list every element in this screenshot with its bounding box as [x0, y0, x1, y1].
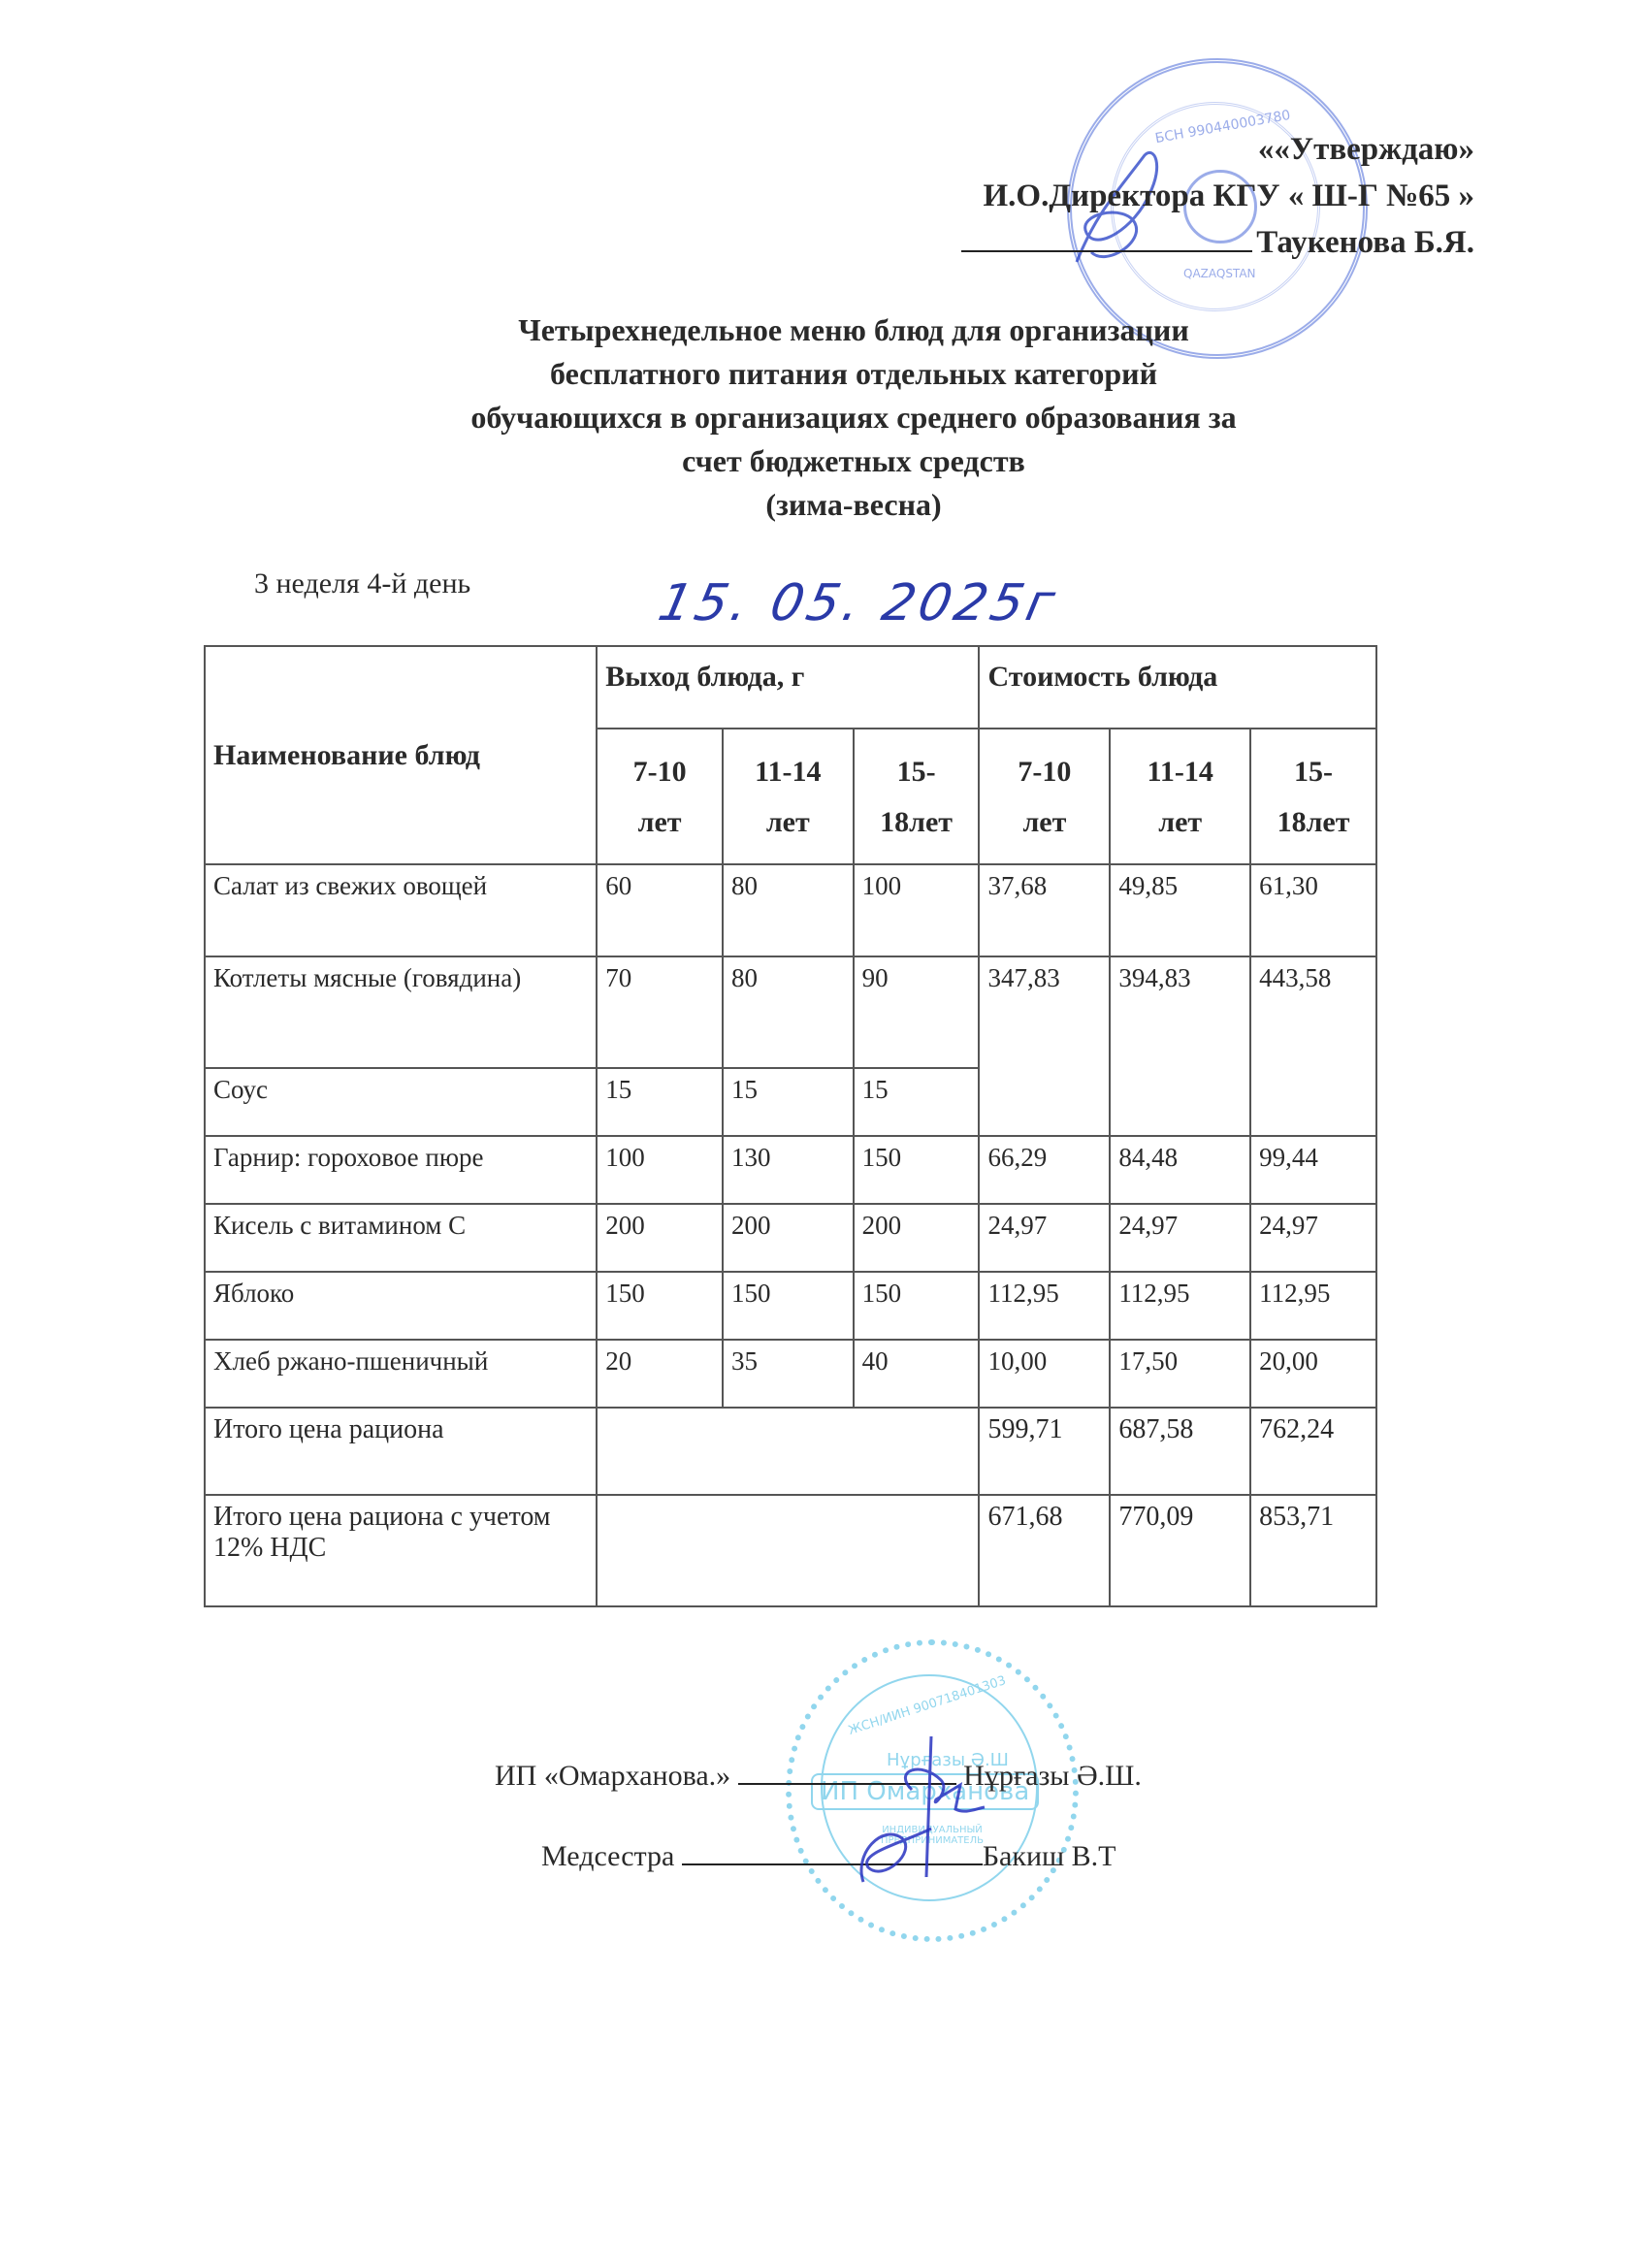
- header-yield-age-7-10: 7-10 лет: [597, 729, 723, 864]
- approval-title: ««Утверждаю»: [1257, 132, 1474, 167]
- cost-11-14: 84,48: [1110, 1136, 1250, 1204]
- cost-15-18: 24,97: [1250, 1204, 1376, 1272]
- header-yield: Выход блюда, г: [597, 646, 979, 729]
- yield-11-14: 80: [723, 956, 854, 1068]
- yield-15-18: 150: [854, 1136, 980, 1204]
- approval-signature-line: [961, 221, 1252, 252]
- yield-7-10: 100: [597, 1136, 723, 1204]
- cost-15-18: 112,95: [1250, 1272, 1376, 1340]
- title-line: счет бюджетных средств: [682, 443, 1025, 478]
- document-title: [369, 308, 1339, 527]
- table-header-row: [205, 646, 1376, 729]
- header-dish-name: Наименование блюд: [205, 646, 597, 864]
- yield-11-14: 130: [723, 1136, 854, 1204]
- nurse-label: Медсестра: [541, 1840, 675, 1872]
- cost-15-18: 99,44: [1250, 1136, 1376, 1204]
- dish-name: Салат из свежих овощей: [205, 864, 597, 956]
- nurse-signature-row: [541, 1836, 1116, 1873]
- week-day-label: 3 неделя 4-й день: [254, 567, 471, 599]
- supplier-stamp-center: ИП Омарханова: [811, 1773, 1039, 1810]
- total-row: [205, 1408, 1376, 1495]
- total-vat-cost-7-10: 671,68: [979, 1495, 1110, 1606]
- cost-7-10: 66,29: [979, 1136, 1110, 1204]
- cost-11-14: 49,85: [1110, 864, 1250, 956]
- yield-15-18: 15: [854, 1068, 980, 1136]
- header-cost-age-15-18: 15- 18лет: [1250, 729, 1376, 864]
- table-row: [205, 864, 1376, 956]
- cost-11-14: 17,50: [1110, 1340, 1250, 1408]
- nurse-signature-line: [682, 1836, 983, 1865]
- table-row: [205, 1136, 1376, 1204]
- nurse-name: Бакиш В.Т: [982, 1840, 1116, 1872]
- total-vat-label: Итого цена рациона с учетом 12% НДС: [205, 1495, 597, 1606]
- school-stamp-emblem-text: QAZAQSTAN: [1183, 267, 1256, 280]
- supplier-signature-row: [495, 1756, 1142, 1793]
- yield-11-14: 200: [723, 1204, 854, 1272]
- table-row: [205, 1272, 1376, 1340]
- supplier-label: ИП «Омарханова.»: [495, 1760, 731, 1792]
- cost-7-10: 112,95: [979, 1272, 1110, 1340]
- total-empty-cell: [597, 1408, 979, 1495]
- title-line: бесплатного питания отдельных категорий: [549, 356, 1157, 391]
- yield-15-18: 150: [854, 1272, 980, 1340]
- supplier-signature-line: [738, 1756, 956, 1785]
- yield-11-14: 35: [723, 1340, 854, 1408]
- total-cost-15-18: 762,24: [1250, 1408, 1376, 1495]
- dish-name: Яблоко: [205, 1272, 597, 1340]
- dish-name: Соус: [205, 1068, 597, 1136]
- total-cost-11-14: 687,58: [1110, 1408, 1250, 1495]
- cost-11-14: 112,95: [1110, 1272, 1250, 1340]
- total-vat-row: [205, 1495, 1376, 1606]
- table-row: [205, 1204, 1376, 1272]
- total-vat-cost-15-18: 853,71: [1250, 1495, 1376, 1606]
- supplier-stamp-subtitle: ИНДИВИДУАЛЬНЫЙ ПРЕДПРИНИМАТЕЛЬ: [881, 1825, 984, 1846]
- table-row: [205, 956, 1376, 1068]
- title-season: (зима-весна): [765, 487, 942, 522]
- header-cost-age-11-14: 11-14 лет: [1110, 729, 1250, 864]
- dish-name: Гарнир: гороховое пюре: [205, 1136, 597, 1204]
- cost-15-18: 61,30: [1250, 864, 1376, 956]
- yield-7-10: 70: [597, 956, 723, 1068]
- header-yield-age-11-14: 11-14 лет: [723, 729, 854, 864]
- header-yield-age-15-18: 15- 18лет: [854, 729, 980, 864]
- header-cost: Стоимость блюда: [979, 646, 1376, 729]
- yield-7-10: 20: [597, 1340, 723, 1408]
- supplier-stamp-iin: ЖСН/ИИН 900718401303: [846, 1673, 1009, 1738]
- header-cost-age-7-10: 7-10 лет: [979, 729, 1110, 864]
- yield-15-18: 100: [854, 864, 980, 956]
- yield-11-14: 80: [723, 864, 854, 956]
- yield-7-10: 150: [597, 1272, 723, 1340]
- yield-15-18: 90: [854, 956, 980, 1068]
- cost-11-14: 394,83: [1110, 956, 1250, 1136]
- total-vat-empty-cell: [597, 1495, 979, 1606]
- yield-15-18: 40: [854, 1340, 980, 1408]
- cost-7-10: 10,00: [979, 1340, 1110, 1408]
- supplier-name: Нұрғазы Ә.Ш.: [963, 1760, 1142, 1792]
- approval-signature-row: [961, 219, 1474, 266]
- title-line: Четырехнедельное меню блюд для организации: [518, 312, 1189, 347]
- yield-11-14: 150: [723, 1272, 854, 1340]
- yield-7-10: 60: [597, 864, 723, 956]
- yield-7-10: 200: [597, 1204, 723, 1272]
- total-vat-cost-11-14: 770,09: [1110, 1495, 1250, 1606]
- table-row: [205, 1340, 1376, 1408]
- total-label: Итого цена рациона: [205, 1408, 597, 1495]
- dish-name: Кисель с витамином С: [205, 1204, 597, 1272]
- title-line: обучающихся в организациях среднего образования за: [470, 400, 1237, 435]
- cost-11-14: 24,97: [1110, 1204, 1250, 1272]
- dish-name: Котлеты мясные (говядина): [205, 956, 597, 1068]
- approval-signer-name: Таукенова Б.Я.: [1256, 225, 1474, 260]
- cost-15-18: 443,58: [1250, 956, 1376, 1136]
- cost-7-10: 37,68: [979, 864, 1110, 956]
- school-stamp-bin: БСН 990440003780: [1153, 107, 1292, 147]
- cost-7-10: 24,97: [979, 1204, 1110, 1272]
- yield-7-10: 15: [597, 1068, 723, 1136]
- supplier-stamp-name: Нұрғазы Ә.Ш: [887, 1750, 1009, 1770]
- approval-position: И.О.Директора КГУ « Ш-Г №65 »: [983, 178, 1474, 213]
- cost-7-10: 347,83: [979, 956, 1110, 1136]
- dish-name: Хлеб ржано-пшеничный: [205, 1340, 597, 1408]
- total-cost-7-10: 599,71: [979, 1408, 1110, 1495]
- yield-15-18: 200: [854, 1204, 980, 1272]
- cost-15-18: 20,00: [1250, 1340, 1376, 1408]
- approval-block: [961, 126, 1474, 266]
- yield-11-14: 15: [723, 1068, 854, 1136]
- handwritten-date: 15. 05. 2025г: [653, 574, 1064, 632]
- menu-table: [204, 645, 1377, 1607]
